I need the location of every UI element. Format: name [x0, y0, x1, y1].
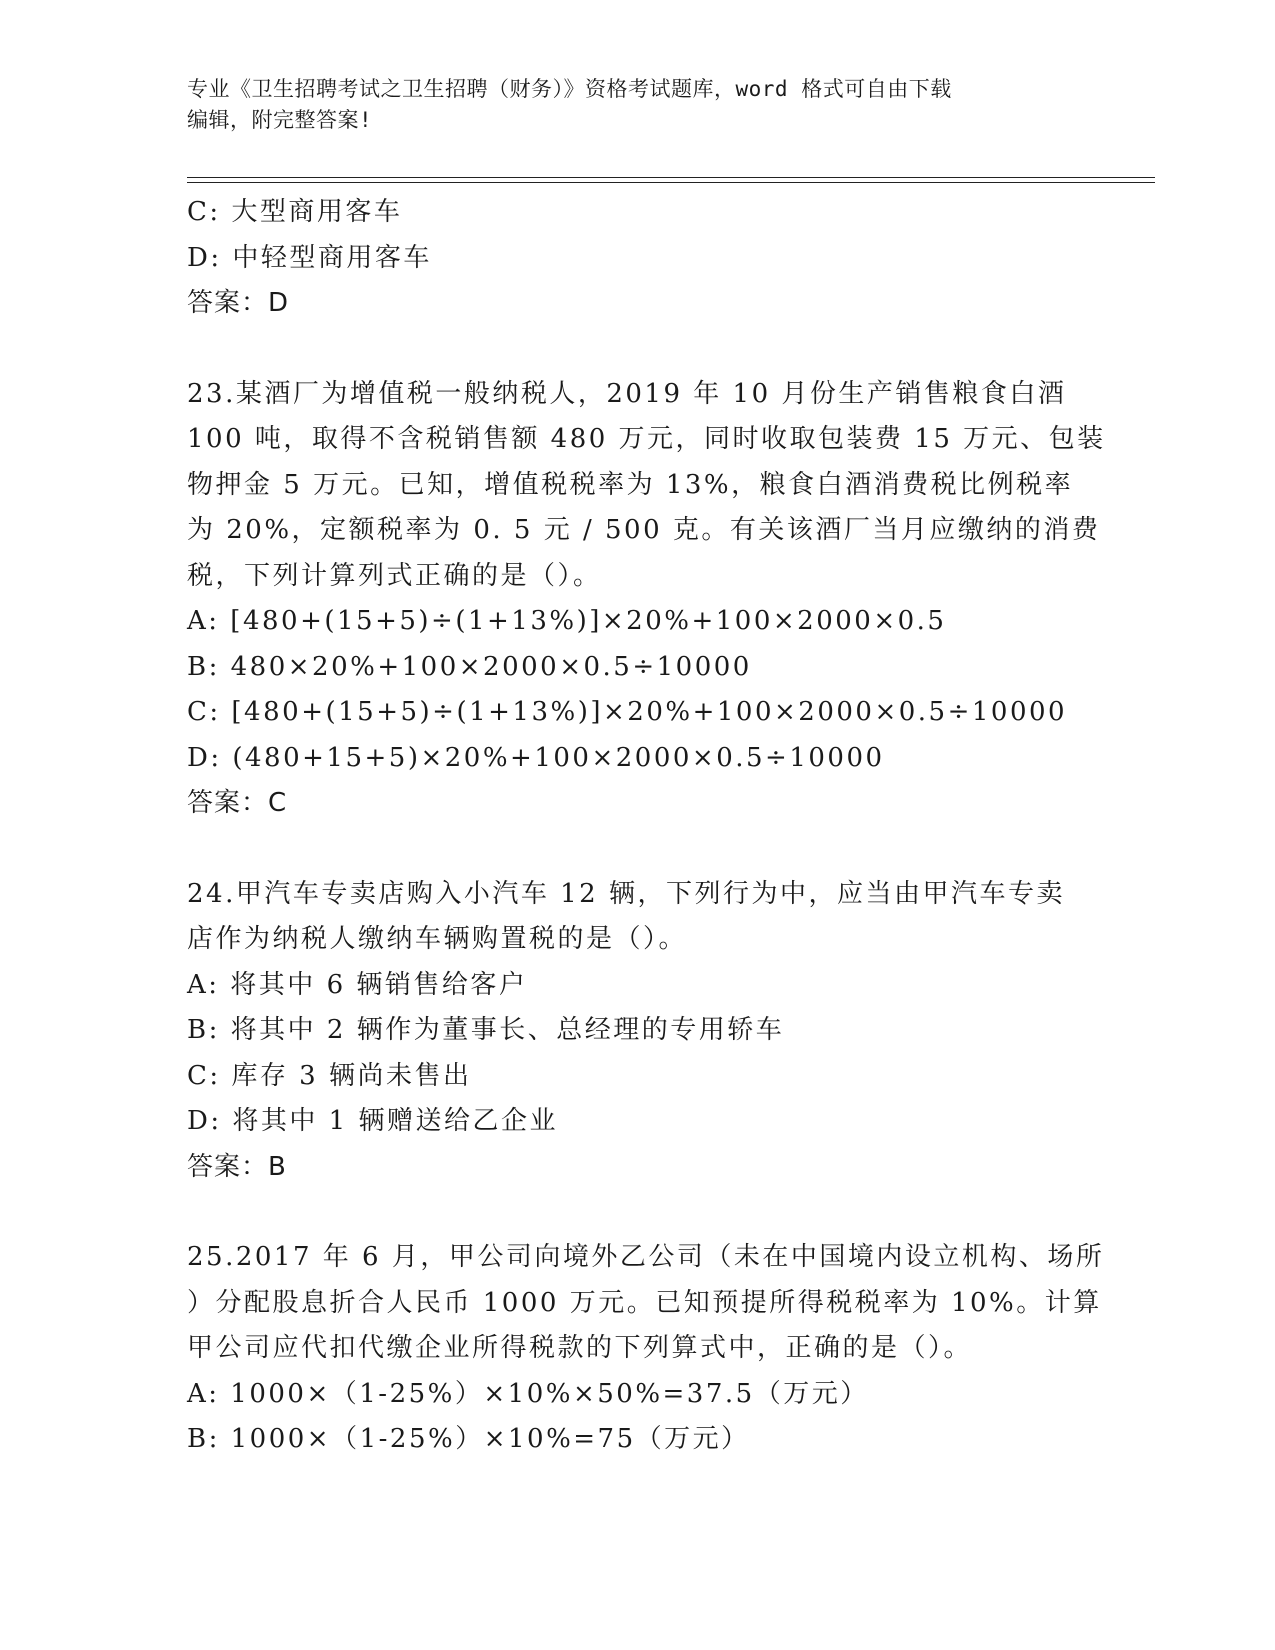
- answer: 答案：B: [187, 1151, 287, 1182]
- option-d: D: 将其中 1 辆赠送给乙企业: [187, 1106, 558, 1136]
- option-b: B: 1000×（1-25%）×10%=75（万元）: [187, 1424, 750, 1454]
- question-text-line: ）分配股息折合人民币 1000 万元。已知预提所得税税率为 10%。计算: [187, 1287, 1102, 1318]
- question-text-line: 甲公司应代扣代缴企业所得税款的下列算式中，正确的是（）。: [187, 1333, 973, 1363]
- question-24: [187, 872, 1087, 1191]
- question-text-line: 25.2017 年 6 月，甲公司向境外乙公司（未在中国境内设立机构、场所: [187, 1242, 1105, 1272]
- option-c: C: 大型商用客车: [187, 197, 403, 227]
- option-c: C: 库存 3 辆尚未售出: [187, 1060, 472, 1091]
- question-text-line: 23.某酒厂为增值税一般纳税人，2019 年 10 月份生产销售粮食白酒: [187, 378, 1067, 409]
- document-body: [187, 190, 1106, 1463]
- option-a: A: 将其中 6 辆销售给客户: [187, 969, 528, 1000]
- answer: 答案：C: [187, 788, 288, 818]
- question-25: [187, 1235, 1105, 1463]
- option-c: C: [480+(15+5)÷(1+13%)]×20%+100×2000×0.5÷10000: [187, 697, 1068, 727]
- option-a: A: [480+(15+5)÷(1+13%)]×20%+100×2000×0.5: [187, 606, 947, 636]
- header-rule-top: [187, 177, 1155, 178]
- question-text-line: 店作为纳税人缴纳车辆购置税的是（）。: [187, 924, 688, 954]
- header-line-1: 专业《卫生招聘考试之卫生招聘（财务）》资格考试题库，word 格式可自由下载: [187, 77, 952, 101]
- option-b: B: 480×20%+100×2000×0.5÷10000: [187, 651, 752, 682]
- question-23: [187, 372, 1106, 827]
- header-line-2: 编辑，附完整答案!: [187, 108, 373, 132]
- question-text-line: 24.甲汽车专卖店购入小汽车 12 辆，下列行为中，应当由甲汽车专卖: [187, 878, 1065, 909]
- question-text-line: 税，下列计算列式正确的是（）。: [187, 560, 602, 591]
- option-d: D: 中轻型商用客车: [187, 242, 432, 273]
- option-d: D: (480+15+5)×20%+100×2000×0.5÷10000: [187, 742, 885, 773]
- question-22-continued: [187, 190, 1087, 327]
- option-b: B: 将其中 2 辆作为董事长、总经理的专用轿车: [187, 1015, 785, 1045]
- header-rule-bottom: [187, 182, 1155, 183]
- question-text-line: 物押金 5 万元。已知，增值税税率为 13%，粮食白酒消费税比例税率: [187, 469, 1074, 500]
- answer: 答案：D: [187, 288, 290, 318]
- question-text-line: 为 20%，定额税率为 0. 5 元 / 500 克。有关该酒厂当月应缴纳的消费: [187, 515, 1101, 545]
- question-text-line: 100 吨，取得不含税销售额 480 万元，同时收取包装费 15 万元、包装: [187, 424, 1106, 454]
- option-a: A: 1000×（1-25%）×10%×50%=37.5（万元）: [187, 1378, 869, 1409]
- page-header: [187, 74, 1067, 136]
